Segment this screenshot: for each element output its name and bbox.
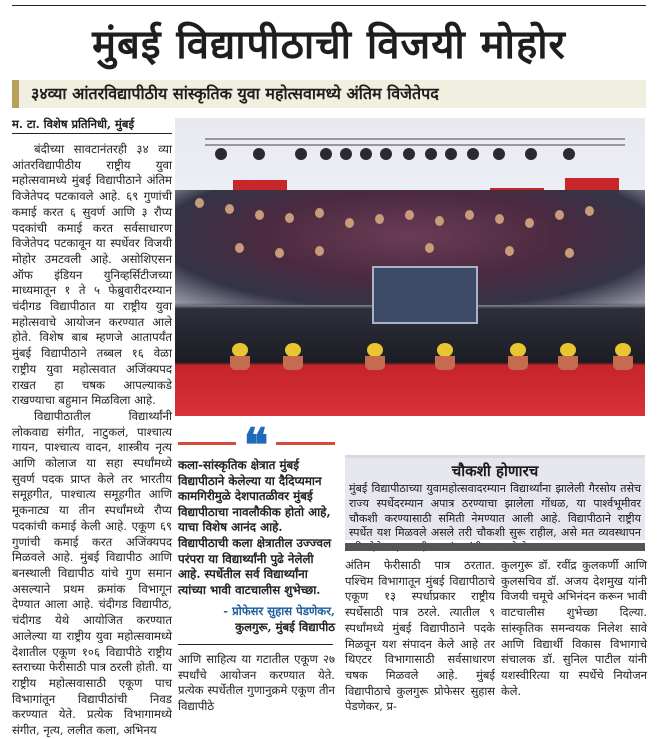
stage-light (295, 148, 307, 160)
flower (437, 343, 453, 357)
sidebar-box-bottom-bar (345, 543, 645, 551)
face (225, 204, 234, 214)
flower (615, 343, 631, 357)
flower-pot (365, 356, 385, 370)
stage-truss (205, 138, 625, 146)
flower-pot (508, 356, 528, 370)
flower (285, 343, 301, 357)
face (435, 216, 444, 226)
face (425, 243, 434, 253)
face (235, 243, 244, 253)
face (255, 210, 264, 220)
article-paragraph: बंदीच्या सावटानंतरही ३४ व्या आंतरविद्यापीठीय राष्ट्रीय युवा महोत्सवामध्ये मुंबई विद्यापीठाने अंतिम विजेतेपद पटकावले आहे. ६९ गुणांची कमाई करत ६ सुवर्ण आणि ३ रौप्य पदकांची कमाई करत सर्वसाधारण विजेतेपद पटकावून या स्पर्धेवर विजयी मोहोर उमटवली आहे. असोशिएसन ऑफ इंडियन युनिव्हर्सिटीजच्या माध्यमातून १ ते ५ फेब्रुवारीदरम्यान चंदीगड विद्यापीठात या राष्ट्रीय युवा महोत्सवाचे आयोजन करण्यात आले होते. विशेष बाब म्हणजे आतापर्यंत मुंबई विद्यापीठाने तब्बल १६ वेळा राष्ट्रीय युवा महोत्सवात अजिंक्यपद राखत हा चषक आपल्याकडे राखण्याचा बहुमान मिळविला आहे. (12, 142, 172, 408)
stage-light (493, 148, 505, 160)
face (465, 210, 474, 220)
flower-pot (613, 356, 633, 370)
pull-quote-text: कला-सांस्कृतिक क्षेत्रात मुंबई विद्यापीठाने केलेल्या या दैदिप्यमान कामगिरीमुळे देशपातळीवर मुंबई विद्यापीठाचा नावलौकीक होतो आहे, याचा विशेष आनंद आहे. विद्यापीठाची कला क्षेत्रातील उज्ज्वल परंपरा या विद्यार्थ्यांनी पुढे नेलेली आहे. स्पर्धेतील सर्व विद्यार्थ्यांना त्यांच्या भावी वाटचालीस शुभेच्छा. (178, 458, 332, 597)
face (585, 206, 594, 216)
face (495, 214, 504, 224)
face (285, 213, 294, 223)
quote-author-role: कुलगुरू, मुंबई विद्यापीठ (235, 619, 335, 634)
university-flag (372, 266, 478, 324)
face (375, 214, 384, 224)
subheadline: ३४व्या आंतरविद्यापीठीय सांस्कृतिक युवा महोत्सवामध्ये अंतिम विजेतेपद (12, 80, 646, 108)
face (505, 246, 514, 256)
stage-light (340, 148, 352, 160)
quote-separator (178, 644, 333, 645)
stage-light (563, 148, 575, 160)
article-column-3: अंतिम फेरीसाठी पात्र ठरतात. पश्चिम विभागातून मुंबई विद्यापीठाचे एकूण १३ स्पर्धाप्रकार राष्ट्रीय स्पर्धेसाठी पात्र ठरले. त्यातील ९ स्पर्धांमध्ये मुंबई विद्यापीठाने पदके मिळवून यश संपादन केले आहे तर थिएटर विभागासाठी सर्वसाधारण चषक मिळवले आहे. मुंबई विद्यापीठाचे कुलगुरू प्रोफेसर सुहास पेडणेकर, प्र- (345, 558, 495, 714)
face (405, 210, 414, 220)
face (195, 198, 204, 208)
sidebar-box (345, 455, 645, 540)
face (555, 210, 564, 220)
stage-light (253, 148, 265, 160)
stage-light (525, 148, 537, 160)
flower-pot (435, 356, 455, 370)
article-paragraph: विद्यापीठातील विद्यार्थ्यांनी लोकवाद्य संगीत, नाटुकलं, पाश्चात्य गायन, पाश्चात्य वादन, शास्त्रीय नृत्य आणि कोलाज या सहा स्पर्धांमध्ये सुवर्ण पदक प्राप्त केले तर भारतीय समूहगीत, पाश्चात्य समूहगीत आणि मूकनाट्य या तीन स्पर्धांमध्ये रौप्य पदकांची कमाई केली आहे. एकूण ६९ गुणांची कमाई करत अजिंक्यपद मिळवले आहे. मुंबई विद्यापीठ आणि बनस्थाली विद्यापीठ यांचे गुण समान असल्याने प्रथम क्रमांक विभागून देण्यात आला आहे. चंदीगड विद्यापीठ, चंदीगड येथे आयोजित करण्यात आलेल्या या राष्ट्रीय युवा महोत्सवामध्ये देशातील एकूण १०६ विद्यापीठे राष्ट्रीय स्तराच्या फेरीसाठी पात्र ठरली होती. या राष्ट्रीय महोत्सवासाठी एकूण पाच विभागांतून विद्यापीठांची निवड करण्यात येते. प्रत्येक विभागामध्ये संगीत, नृत्य, ललीत कला, अभिनय (12, 408, 172, 738)
face (315, 208, 324, 218)
byline: म. टा. विशेष प्रतिनिधी, मुंबई (12, 114, 172, 134)
flower-pot (283, 356, 303, 370)
stage-light (445, 148, 457, 160)
quote-author-name: - प्रोफेसर सुहास पेडणेकर, (223, 604, 335, 618)
sidebar-box-body: मुंबई विद्यापीठाच्या युवामहोत्सवादरम्यान विद्यार्थ्यांना झालेली गैरसोय तसेच राज्य स्पर्धेदरम्यान अपात्र ठरण्याचा झालेला गोंधळ, या पार्श्वभूमीवर चौकशी करण्यासाठी समिती नेमण्यात आली आहे. विद्यापीठाने राष्ट्रीय स्पर्धेत यश मिळवले असले तरी चौकशी सुरू राहील, असे मत व्यवस्थापन (349, 482, 641, 540)
flower-pot (558, 356, 578, 370)
article-column-4: कुलगुरू डॉ. रवींद्र कुलकर्णी आणि कुलसचिव डॉ. अजय देशमुख यांनी विजयी चमूचे अभिनंदन करून भावी वाटचालीस शुभेच्छा दिल्या. सांस्कृतिक समन्वयक निलेश सावे आणि विद्यार्थी विकास विभागाचे संचालक डॉ. सुनिल पाटील यांनी यशस्वीरित्या या स्पर्धेचे नियोजन केले. (501, 558, 647, 698)
stage-light (425, 148, 437, 160)
group-photo (175, 118, 645, 416)
flower (560, 343, 576, 357)
face (275, 248, 284, 258)
face (345, 218, 354, 228)
stage-light (320, 148, 332, 160)
quote-attribution (178, 604, 335, 635)
flower (510, 343, 526, 357)
headline: मुंबई विद्यापीठाची विजयी मोहोर (92, 22, 566, 68)
stage-light (403, 148, 415, 160)
stage-light (360, 148, 372, 160)
top-rule (12, 5, 646, 6)
flower-pot (230, 356, 250, 370)
stage-light (467, 148, 479, 160)
stage-light (215, 148, 227, 160)
flower (367, 343, 383, 357)
article-column-1 (12, 142, 172, 738)
face (565, 248, 574, 258)
stage-light (380, 148, 392, 160)
flower (232, 343, 248, 357)
sidebar-box-title: चौकशी होणारच (451, 462, 539, 480)
face (315, 246, 324, 256)
quotation-mark-icon: ❝ (236, 422, 276, 454)
article-column-2: आणि साहित्य या गटातील एकूण २७ स्पर्धांचे आयोजन करण्यात येते. प्रत्येक स्पर्धेतील गुणानुक्रमे एकूण तीन विद्यापीठे (178, 652, 335, 714)
face (525, 218, 534, 228)
